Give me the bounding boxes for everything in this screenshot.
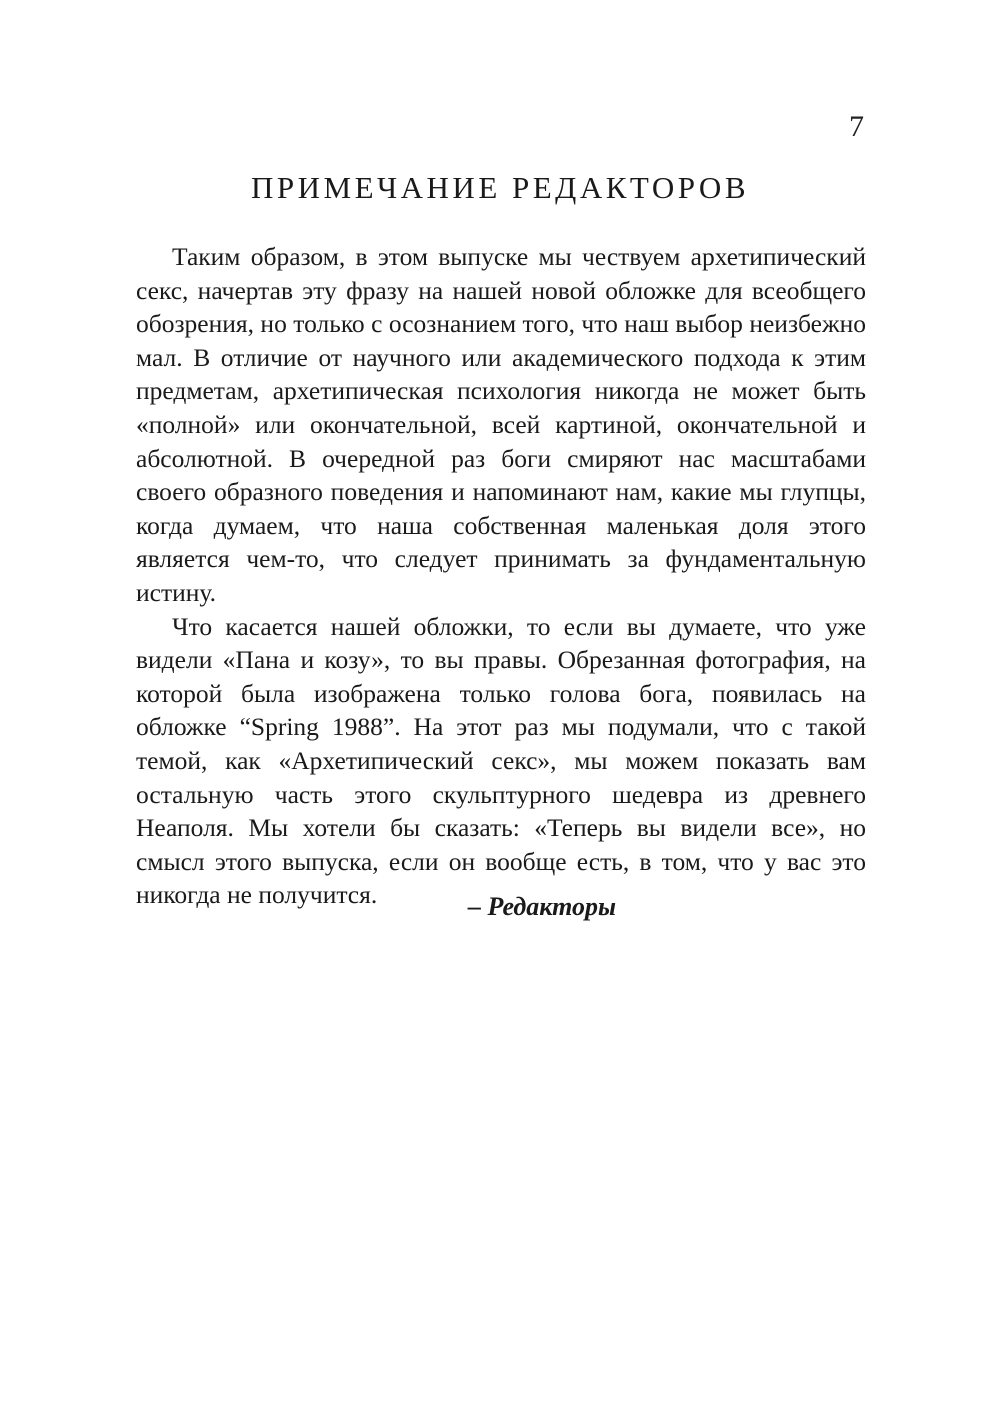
signature: – Редакторы <box>468 892 616 921</box>
page-number: 7 <box>849 110 864 143</box>
paragraph-2: Что касается нашей обложки, то если вы думаете, что уже видели «Пана и козу», то вы правы. Обрезанная фотография, на которой была изображена только голова бога, появилась на обложке “Spring 1988”. На этот раз мы подумали, что с такой темой, как «Архетипический секс», мы можем показать вам остальную часть этого скульптурного шедевра из древнего Неаполя. Мы хотели бы сказать: «Теперь вы видели все», но смысл этого выпуска, если он вообще есть, в том, что у вас это никогда не получится. <box>136 611 866 910</box>
paragraph-1: Таким образом, в этом выпуске мы чествуем архетипический секс, начертав эту фразу на нашей новой обложке для всеобщего обозрения, но только с осознанием того, что наш выбор неизбежно мал. В отличие от научного или академического подхода к этим предметам, архетипическая психология никогда не может быть «полной» или окончательной, всей картиной, окончательной и абсолютной. В очередной раз боги смиряют нас масштабами своего образного поведения и напоминают нам, какие мы глупцы, когда думаем, что наша собственная маленькая доля этого является чем-то, что следует принимать за фундаментальную истину. <box>136 242 866 607</box>
body-text <box>136 240 866 912</box>
section-title: ПРИМЕЧАНИЕ РЕДАКТОРОВ <box>251 170 749 205</box>
